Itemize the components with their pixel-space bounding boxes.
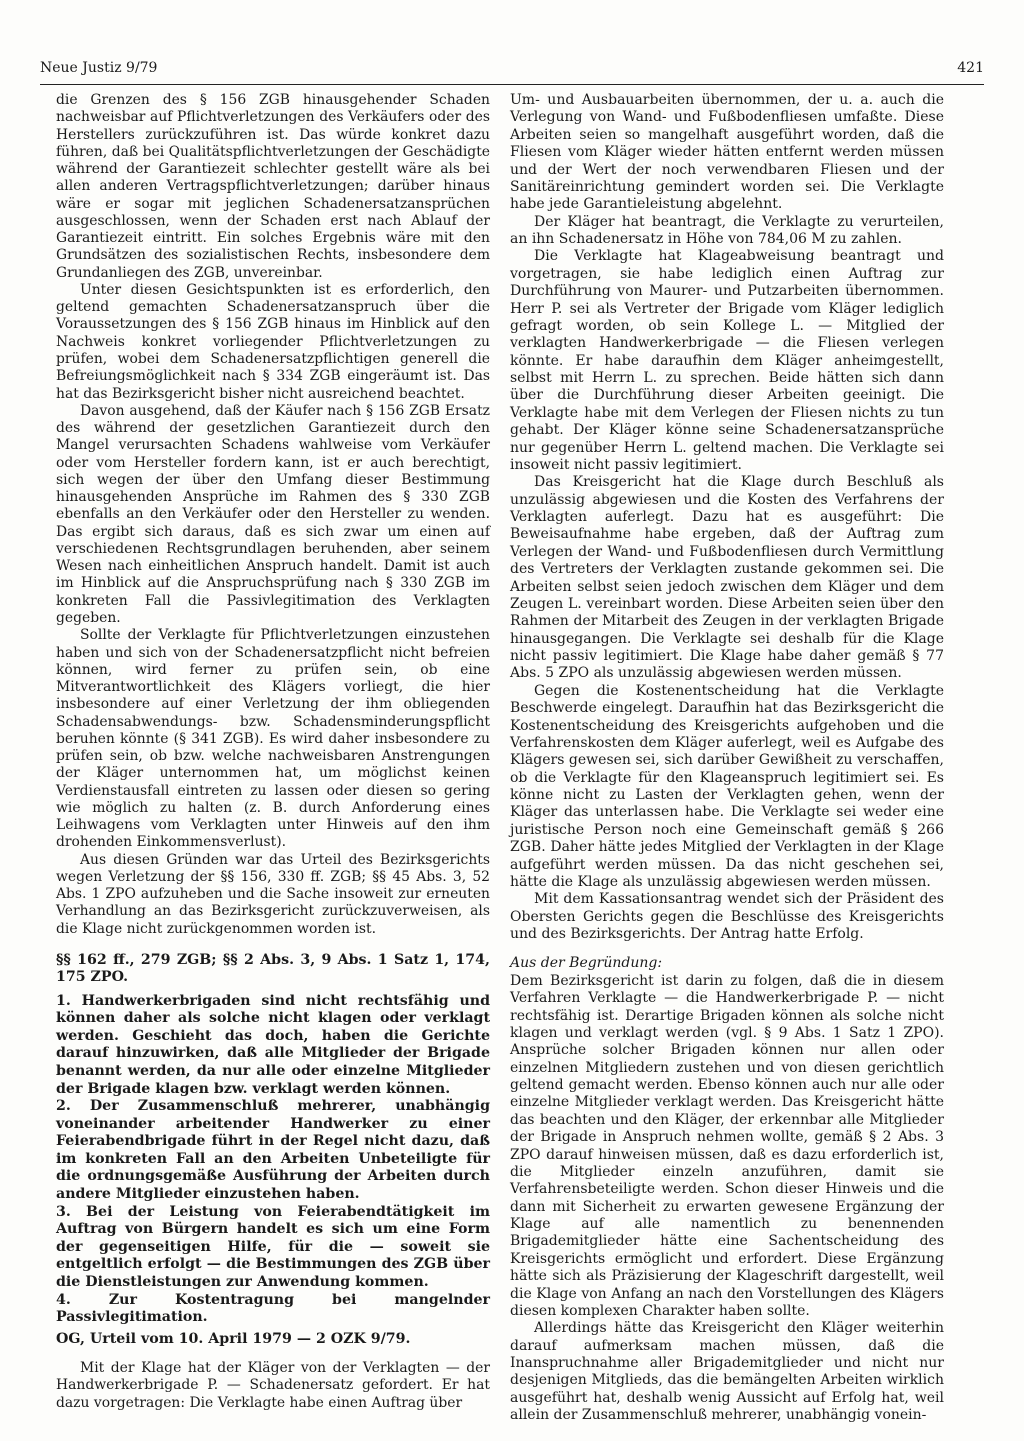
headnote-1: 1. Handwerkerbrigaden sind nicht rechtsfähig und können daher als solche nicht klagen oder verklagt werden. Geschieht das doch, haben die Gerichte darauf hinzuwirken, daß alle Mitglieder der Brigade benannt werden, da nur alle oder einzelne Mitglieder der Brigade klagen bzw. verklagt werden können. — [56, 992, 490, 1097]
paragraph: Der Kläger hat beantragt, die Verklagte zu verurteilen, an ihn Schadenersatz in Höhe von 784,06 M zu zahlen. — [510, 213, 944, 247]
journal-title: Neue Justiz 9/79 — [40, 60, 158, 76]
page-number: 421 — [957, 60, 984, 76]
paragraph: Um- und Ausbauarbeiten übernommen, der u. a. auch die Verlegung von Wand- und Fußbodenfliesen umfaßte. Diese Arbeiten seien so mangelhaft ausgeführt worden, daß die Fliesen vom Kläger wieder hätten entfernt werden müssen und der Wert der noch verwendbaren Fliesen und der Sanitäreinrichtung gemindert worden sei. Die Verklagte habe jede Garantieleistung abgelehnt. — [510, 92, 944, 213]
paragraph: Die Verklagte hat Klageabweisung beantragt und vorgetragen, sie habe lediglich einen Auftrag zur Durchführung von Maurer- und Putzarbeiten übernommen. Herr P. sei als Vertreter der Brigade vom Kläger lediglich gefragt worden, ob sein Kollege L. — Mitglied der verklagten Handwerkerbrigade — die Fliesen verlegen könnte. Er habe daraufhin dem Kläger anheimgestellt, selbst mit Herrn L. zu sprechen. Beide hätten sich dann über die Durchführung dieser Arbeiten geeinigt. Die Verklagte habe mit dem Verlegen der Fliesen nichts zu tun gehabt. Der Kläger könne seine Schadenersatzansprüche nur gegenüber Herrn L. geltend machen. Die Verklagte sei insoweit nicht passiv legitimiert. — [510, 248, 944, 473]
page-header — [40, 60, 984, 82]
paragraph: Allerdings hätte das Kreisgericht den Kläger weiterhin darauf aufmerksam machen müssen, daß die Inanspruchnahme aller Brigademitglieder und nicht nur desjenigen Mitglieds, das die bemängelten Arbeiten wirklich ausgeführt hat, deshalb wenig Aussicht auf Erfolg hat, weil allein der Zusammenschluß mehrerer, unabhängig vonein- — [510, 1320, 944, 1424]
paragraph: Mit dem Kassationsantrag wendet sich der Präsident des Obersten Gerichts gegen die Beschlüsse des Kreisgerichts und des Bezirksgerichts. Der Antrag hatte Erfolg. — [510, 891, 944, 942]
paragraph: Dem Bezirksgericht ist darin zu folgen, daß die in diesem Verfahren Verklagte — die Handwerkerbrigade P. — nicht rechtsfähig ist. Derartige Brigaden können als solche nicht klagen und verklagt werden (vgl. § 9 Abs. 1 Satz 1 ZPO). Ansprüche solcher Brigaden können nur allen oder einzelnen Mitgliedern zustehen und von diesen gerichtlich geltend gemacht werden. Ebenso können auch nur alle oder einzelne Mitglieder verklagt werden. Das Kreisgericht hätte das beachten und den Kläger, der erkennbar alle Mitglieder der Brigade in Anspruch nehmen wollte, gemäß § 2 Abs. 3 ZPO darauf hinweisen müssen, daß es dazu erforderlich ist, die Mitglieder einzeln anzuführen, damit sie Verfahrensbeteiligte werden. Schon dieser Hinweis und die dann mit Sicherheit zu erwarten gewesene Ergänzung der Klage auf alle namentlich zu benennenden Brigademitglieder hätte eine Sachentscheidung des Kreisgerichts ermöglicht und erfordert. Diese Ergänzung hätte sich als Präzisierung der Klageschrift dargestellt, weil die Klage von Anfang an nach den Vorstellungen des Klägers diesen komplexen Charakter haben sollte. — [510, 972, 944, 1319]
right-column — [510, 92, 944, 1425]
paragraph: Sollte der Verklagte für Pflichtverletzungen einzustehen haben und sich von der Schadenersatzpflicht nicht befreien können, wird ferner zu prüfen sein, ob eine Mitverantwortlichkeit des Klägers vorliegt, die hier insbesondere auf einer Verletzung der ihm obliegenden Schadensabwendungs- bzw. Schadensminderungspflicht beruhen könnte (§ 341 ZGB). Es wird daher insbesondere zu prüfen sein, ob bzw. welche nachweisbaren Anstrengungen der Kläger unternommen hat, um möglichst keinen Verdienstausfall eintreten zu lassen oder diesen so gering wie möglich zu halten (z. B. durch Anforderung eines Leihwagens vom Verklagten unter Hinweis auf den ihm drohenden Einkommensverlust). — [56, 627, 490, 851]
paragraph: die Grenzen des § 156 ZGB hinausgehender Schaden nachweisbar auf Pflichtverletzungen des Verkäufers oder des Herstellers zurückzuführen ist. Das würde konkret dazu führen, daß bei Qualitätspflichtverletzungen der Geschädigte während der Garantiezeit schlechter gestellt wäre als bei allen anderen Vertragspflichtverletzungen; darüber hinaus wäre er sogar mit jeglichen Schadenersatzansprüchen ausgeschlossen, wenn der Schaden erst nach Ablauf der Garantiezeit eintritt. Ein solches Ergebnis wäre mit den Grundsätzen des sozialistischen Rechts, insbesondere dem Grundanliegen des ZGB, unvereinbar. — [56, 92, 490, 281]
paragraph: Aus diesen Gründen war das Urteil des Bezirksgerichts wegen Verletzung der §§ 156, 330 ff. ZGB; §§ 45 Abs. 3, 52 Abs. 1 ZPO aufzuheben und die Sache insoweit zur erneuten Verhandlung an das Bezirksgericht zurückzuverweisen, als die Klage nicht zurückgenommen worden ist. — [56, 851, 490, 937]
paragraph: Unter diesen Gesichtspunkten ist es erforderlich, den geltend gemachten Schadenersatzanspruch über die Voraussetzungen des § 156 ZGB hinaus im Hinblick auf den Nachweis konkret vorliegender Pflichtverletzungen zu prüfen, wobei dem Schadenersatzpflichtigen generell die Befreiungsmöglichkeit nach § 334 ZGB eingeräumt ist. Das hat das Bezirksgericht bisher nicht ausreichend beachtet. — [56, 281, 490, 402]
paragraph: Davon ausgehend, daß der Käufer nach § 156 ZGB Ersatz des während der gesetzlichen Garantiezeit durch den Mangel verursachten Schadens wahlweise vom Verkäufer oder vom Hersteller fordern kann, ist er auch berechtigt, sich wegen der über den Umfang dieser Bestimmung hinausgehenden Ansprüche im Rahmen des § 330 ZGB ebenfalls an den Verkäufer oder den Hersteller zu wenden. Das ergibt sich daraus, daß es sich zwar um einen auf verschiedenen Rechtsgrundlagen beruhenden, aber seinem Wesen nach einheitlichen Anspruch handelt. Damit ist auch im Hinblick auf die Anspruchsprüfung nach § 330 ZGB im konkreten Fall die Passivlegitimation des Verklagten gegeben. — [56, 402, 490, 626]
court-citation: OG, Urteil vom 10. April 1979 — 2 OZK 9/79. — [56, 1330, 411, 1347]
headnote-3: 3. Bei der Leistung von Feierabendtätigkeit im Auftrag von Bürgern handelt es sich um eine Form der gegenseitigen Hilfe, für die — soweit sie entgeltlich erfolgt — die Bestimmungen des ZGB über die Dienstleistungen zur Anwendung kommen. — [56, 1203, 490, 1291]
section-subheading: Aus der Begründung: — [510, 955, 663, 972]
paragraph: Mit der Klage hat der Kläger von der Verklagten — der Handwerkerbrigade P. — Schadenersatz gefordert. Er hat dazu vorgetragen: Die Verklagte habe einen Auftrag über — [56, 1360, 490, 1411]
left-column — [56, 92, 490, 1412]
header-rule — [40, 84, 984, 85]
statute-references: §§ 162 ff., 279 ZGB; §§ 2 Abs. 3, 9 Abs. 1 Satz 1, 174, 175 ZPO. — [56, 952, 490, 986]
headnote-4: 4. Zur Kostentragung bei mangelnder Passivlegitimation. — [56, 1291, 490, 1326]
paragraph: Das Kreisgericht hat die Klage durch Beschluß als unzulässig abgewiesen und die Kosten des Verfahrens der Verklagten auferlegt. Dazu hat es ausgeführt: Die Beweisaufnahme habe ergeben, daß der Auftrag zum Verlegen der Wand- und Fußbodenfliesen durch Vermittlung des Vertreters der Verklagten zustande gekommen sei. Die Arbeiten selbst seien jedoch zwischen dem Kläger und dem Zeugen L. vereinbart worden. Diese Arbeiten seien über den Rahmen der Mitarbeit des Zeugen in der verklagten Brigade hinausgegangen. Die Verklagte sei deshalb für die Klage nicht passiv legitimiert. Die Klage habe daher gemäß § 77 Abs. 5 ZPO als unzulässig abgewiesen werden müssen. — [510, 474, 944, 682]
headnote-2: 2. Der Zusammenschluß mehrerer, unabhängig voneinander arbeitender Handwerker zu einer Feierabendbrigade führt in der Regel nicht dazu, daß im konkreten Fall an den Arbeiten Unbeteiligte für die ordnungsgemäße Ausführung der Arbeiten durch andere Mitglieder einzustehen haben. — [56, 1098, 490, 1203]
paragraph: Gegen die Kostenentscheidung hat die Verklagte Beschwerde eingelegt. Daraufhin hat das Bezirksgericht die Kostenentscheidung des Kreisgerichts aufgehoben und die Verfahrenskosten dem Kläger auferlegt, weil es Aufgabe des Klägers gewesen sei, sich darüber Gewißheit zu verschaffen, ob die Verklagte für den Klageanspruch legitimiert sei. Es könne nicht zu Lasten der Verklagten gehen, wenn der Kläger das unterlassen habe. Die Verklagte sei weder eine juristische Person noch eine Gemeinschaft gemäß § 266 ZGB. Daher hätte jedes Mitglied der Verklagten in der Klage aufgeführt werden müssen. Da das nicht geschehen sei, hätte die Klage als unzulässig abgewiesen werden müssen. — [510, 682, 944, 890]
